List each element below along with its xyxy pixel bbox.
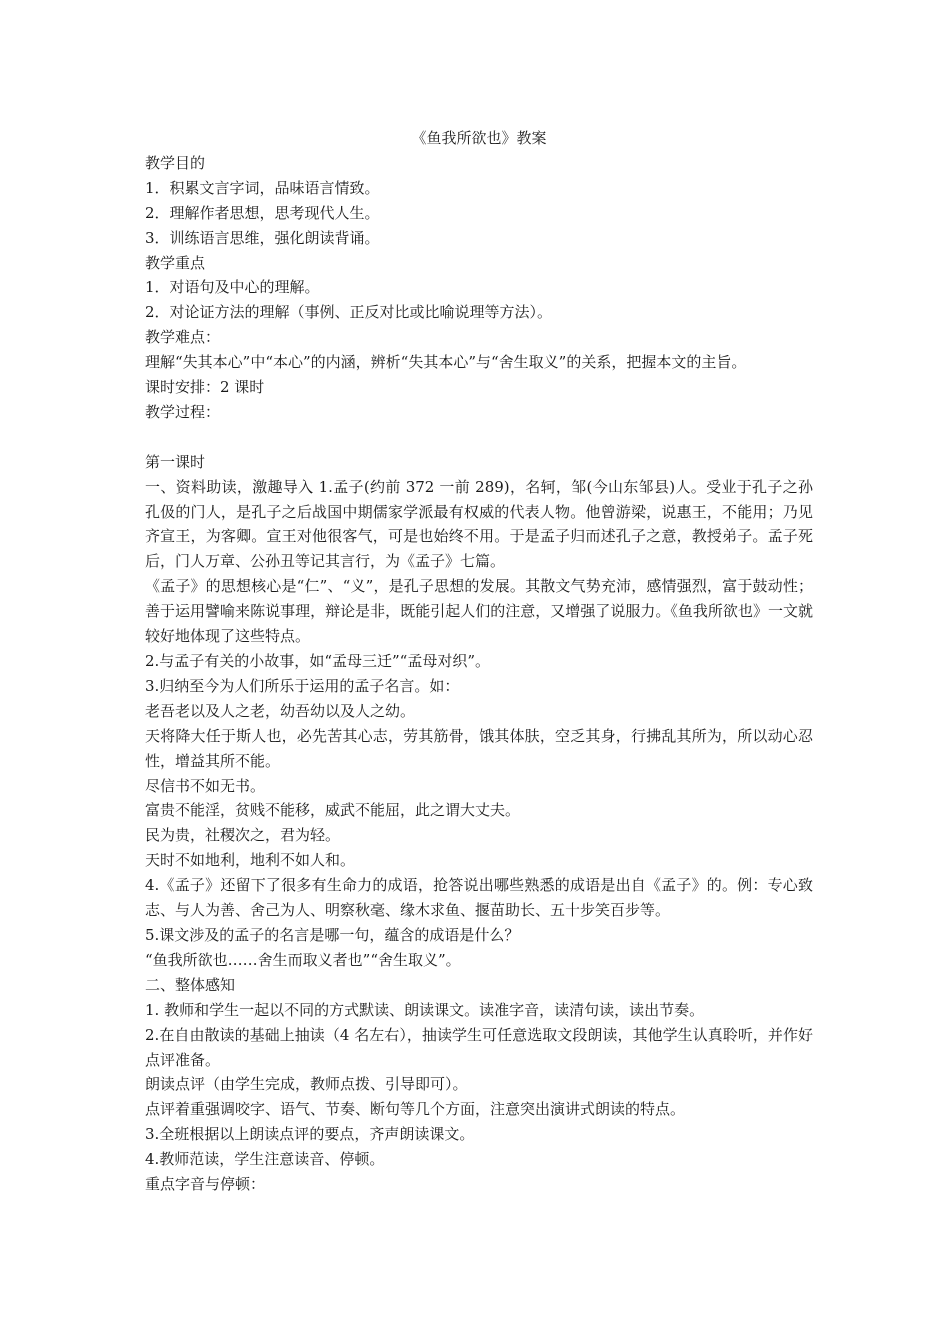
- document-title: 《鱼我所欲也》教案: [411, 129, 547, 147]
- quote-line: 天时不如地利，地利不如人和。: [145, 851, 356, 870]
- question-line: 5.课文涉及的孟子的名言是哪一句，蕴含的成语是什么？: [145, 925, 520, 944]
- key-point-item: 2．对论证方法的理解（事例、正反对比或比喻说理等方法）。: [145, 303, 553, 322]
- quotes-intro: 3.归纳至今为人们所乐于运用的孟子名言。如：: [145, 676, 460, 695]
- heading-overall-perception: 二、整体感知: [145, 975, 236, 994]
- step-item: 4.教师范读，学生注意读音、停顿。: [145, 1150, 385, 1169]
- answer-line: “鱼我所欲也……舍生而取义者也”“舍生取义”。: [145, 950, 461, 969]
- intro-paragraph: 一、资料助读，激趣导入 1.孟子(约前 372 一前 289)，名轲，邹(今山东邹县)人。受业于孔子之孙孔伋的门人，是孔子之后战国中期儒家学派最有权威的代表人物。他曾游梁，说惠王，不能用；乃见齐宣王，为客卿。宣王对他很客气，可是也始终不用。于是孟子归而述孔子之意，教授弟子。孟子死后，门人万章、公孙丑等记其言行，为《孟子》七篇。: [145, 477, 813, 571]
- goal-item: 2．理解作者思想，思考现代人生。: [145, 203, 380, 222]
- step-item: 1. 教师和学生一起以不同的方式默读、朗读课文。读准字音，读清句读，读出节奏。: [145, 1000, 705, 1019]
- blank-line: [145, 425, 813, 450]
- step-item: 3.全班根据以上朗读点评的要点，齐声朗读课文。: [145, 1125, 475, 1144]
- difficulty-paragraph: 理解“失其本心”中“本心”的内涵，辨析“失其本心”与“舍生取义”的关系，把握本文的主旨。: [145, 353, 747, 372]
- step-item: 2.在自由散读的基础上抽读（4 名左右），抽读学生可任意选取文段朗读，其他学生认真聆听，并作好点评准备。: [145, 1025, 813, 1069]
- mencius-thought-paragraph: 《孟子》的思想核心是“仁”、“义”，是孔子思想的发展。其散文气势充沛，感情强烈，富于鼓动性；善于运用譬喻来陈说事理，辩论是非，既能引起人们的注意，又增强了说服力。《鱼我所欲也》一文就较好地体现了这些特点。: [145, 577, 813, 646]
- key-point-item: 1．对语句及中心的理解。: [145, 278, 320, 297]
- class-hours: 课时安排：2 课时: [145, 378, 265, 397]
- heading-teaching-goals: 教学目的: [145, 153, 206, 172]
- idioms-paragraph: 4.《孟子》还留下了很多有生命力的成语，抢答说出哪些熟悉的成语是出自《孟子》的。例：专心致志、与人为善、舍己为人、明察秋毫、缘木求鱼、揠苗助长、五十步笑百步等。: [145, 876, 813, 920]
- heading-first-lesson: 第一课时: [145, 452, 206, 471]
- heading-teaching-process: 教学过程：: [145, 402, 221, 421]
- heading-difficulties: 教学难点：: [145, 328, 221, 347]
- comment-line: 朗读点评（由学生完成，教师点拨、引导即可）。: [145, 1075, 468, 1094]
- quote-line: 尽信书不如无书。: [145, 776, 266, 795]
- quote-line: 富贵不能淫，贫贱不能移，威武不能屈，此之谓大丈夫。: [145, 801, 521, 820]
- story-item: 2.与孟子有关的小故事，如“孟母三迁”“孟母对织”。: [145, 652, 490, 671]
- quote-line: 民为贵，社稷次之，君为轻。: [145, 826, 341, 845]
- pronunciation-heading: 重点字音与停顿：: [145, 1175, 266, 1194]
- quote-line: 老吾老以及人之老，幼吾幼以及人之幼。: [145, 701, 416, 720]
- goal-item: 3．训练语言思维，强化朗读背诵。: [145, 228, 380, 247]
- lesson-plan-document: [145, 126, 813, 1197]
- quote-line: 天将降大任于斯人也，必先苦其心志，劳其筋骨，饿其体肤，空乏其身，行拂乱其所为，所以动心忍性，增益其所不能。: [145, 726, 813, 770]
- goal-item: 1．积累文言字词，品味语言情致。: [145, 178, 380, 197]
- heading-key-points: 教学重点: [145, 253, 206, 272]
- comment-line: 点评着重强调咬字、语气、节奏、断句等几个方面，注意突出演讲式朗读的特点。: [145, 1100, 686, 1119]
